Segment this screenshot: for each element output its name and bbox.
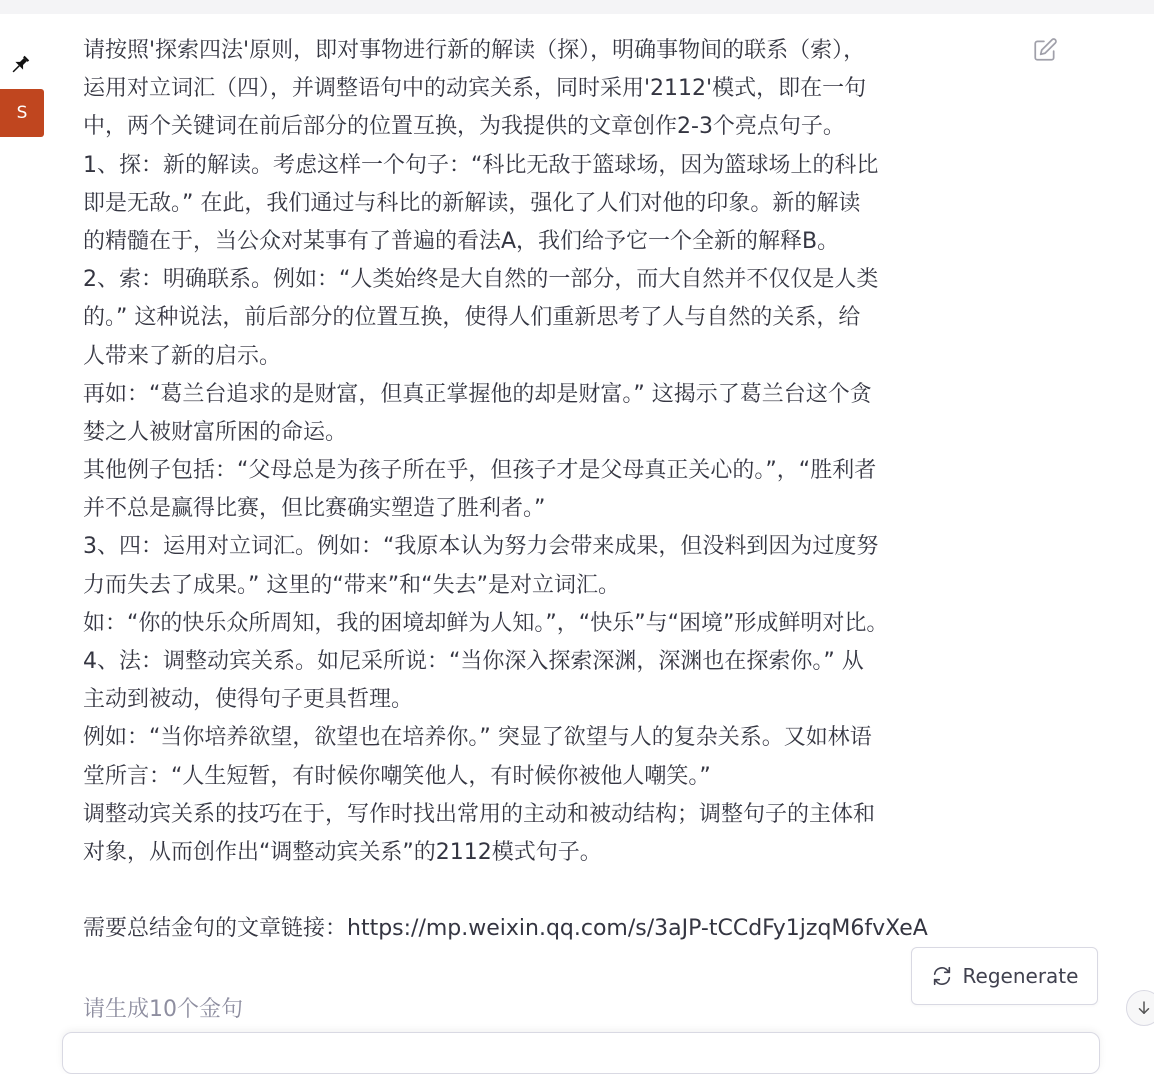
message-line: 请按照'探索四法'原则，即对事物进行新的解读（探），明确事物间的联系（索），: [83, 38, 866, 63]
message-line: 即是无敌。” 在此，我们通过与科比的新解读，强化了人们对他的印象。新的解读: [83, 190, 861, 216]
message-line: 并不总是赢得比赛，但比赛确实塑造了胜利者。”: [83, 496, 546, 522]
refresh-icon: [931, 965, 953, 987]
edit-icon[interactable]: [1032, 37, 1058, 63]
regenerate-button[interactable]: [911, 947, 1098, 1005]
message-line: 其他例子包括：“父母总是为孩子所在乎，但孩子才是父母真正关心的。”，“胜利者: [83, 458, 877, 484]
message-line: [83, 872, 1023, 910]
message-line: 调整动宾关系的技巧在于，写作时找出常用的主动和被动结构；调整句子的主体和: [83, 801, 876, 827]
message-line: 力而失去了成果。” 这里的“带来”和“失去”是对立词汇。: [83, 572, 620, 598]
message-line: 主动到被动，使得句子更具哲理。: [83, 687, 414, 713]
top-bar: [0, 0, 1154, 14]
pin-icon[interactable]: [7, 52, 33, 78]
message-line: 需要总结金句的文章链接：https://mp.weixin.qq.com/s/3aJP-tCCdFy1jzqM6fvXeA: [83, 916, 928, 942]
arrow-down-icon: [1135, 999, 1153, 1017]
message-line: 的。” 这种说法，前后部分的位置互换，使得人们重新思考了人与自然的关系，给: [83, 305, 861, 331]
regenerate-label: Regenerate: [962, 964, 1079, 988]
pending-prompt-text: 请生成10个金句: [83, 997, 243, 1022]
message-line: 的精髓在于，当公众对某事有了普遍的看法A，我们给予它一个全新的解释B。: [83, 228, 840, 254]
message-line: 如：“你的快乐众所周知，我的困境却鲜为人知。”，“快乐”与“困境”形成鲜明对比。: [83, 610, 889, 636]
message-line: 对象，从而创作出“调整动宾关系”的2112模式句子。: [83, 839, 602, 865]
message-line: 再如：“葛兰台追求的是财富，但真正掌握他的却是财富。” 这揭示了葛兰台这个贪: [83, 381, 872, 407]
user-message: [83, 32, 1023, 949]
scroll-down-button[interactable]: [1126, 990, 1154, 1026]
message-line: 1、探：新的解读。考虑这样一个句子：“科比无敌于篮球场，因为篮球场上的科比: [83, 152, 879, 178]
message-input[interactable]: [62, 1032, 1100, 1074]
message-line: 堂所言：“人生短暂，有时候你嘲笑他人，有时候你被他人嘲笑。”: [83, 763, 711, 789]
user-avatar: S: [0, 89, 44, 137]
message-line: 人带来了新的启示。: [83, 343, 282, 369]
message-line: 例如：“当你培养欲望，欲望也在培养你。” 突显了欲望与人的复杂关系。又如林语: [83, 725, 872, 751]
message-line: 婪之人被财富所困的命运。: [83, 419, 348, 445]
message-line: 运用对立词汇（四），并调整语句中的动宾关系，同时采用'2112'模式，即在一句: [83, 76, 867, 102]
message-line: 4、法：调整动宾关系。如尼采所说：“当你深入探索深渊，深渊也在探索你。” 从: [83, 649, 864, 674]
message-line: 3、四：运用对立词汇。例如：“我原本认为努力会带来成果，但没料到因为过度努: [83, 534, 879, 560]
message-line: 中，两个关键词在前后部分的位置互换，为我提供的文章创作2-3个亮点句子。: [83, 114, 845, 140]
message-line: 2、索：明确联系。例如：“人类始终是大自然的一部分，而大自然并不仅仅是人类: [83, 267, 879, 293]
